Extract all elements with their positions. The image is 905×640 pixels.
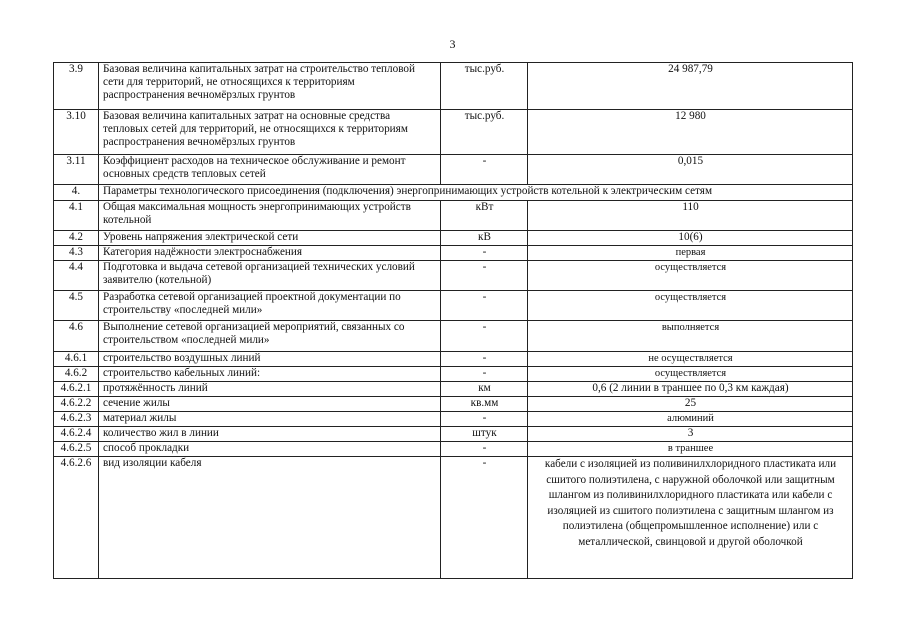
row-value: выполняется <box>528 321 853 352</box>
row-unit: штук <box>441 427 528 442</box>
row-value: 0,015 <box>528 155 853 185</box>
row-description: сечение жилы <box>99 397 441 412</box>
row-value: 12 980 <box>528 110 853 155</box>
row-value: 110 <box>528 201 853 231</box>
row-unit: - <box>441 321 528 352</box>
row-number: 4.2 <box>54 231 99 246</box>
row-unit: - <box>441 367 528 382</box>
table-row <box>54 457 853 579</box>
row-value: осуществляется <box>528 261 853 291</box>
row-number: 4.6.1 <box>54 352 99 367</box>
row-number: 3.10 <box>54 110 99 155</box>
row-description: Общая максимальная мощность энергопринимающих устройств котельной <box>99 201 441 231</box>
row-description: Категория надёжности электроснабжения <box>99 246 441 261</box>
row-unit: тыс.руб. <box>441 63 528 110</box>
table-row <box>54 367 853 382</box>
row-description: Базовая величина капитальных затрат на основные средства тепловых сетей для территорий, не относящихся к территориям распространения вечномёрзлых грунтов <box>99 110 441 155</box>
row-description: Базовая величина капитальных затрат на строительство тепловой сети для территорий, не относящихся к территориям распространения вечномёрзлых грунтов <box>99 63 441 110</box>
row-number: 4.6 <box>54 321 99 352</box>
row-unit: тыс.руб. <box>441 110 528 155</box>
row-description: протяжённость линий <box>99 382 441 397</box>
row-unit: - <box>441 442 528 457</box>
row-number: 4.6.2.1 <box>54 382 99 397</box>
row-value: 25 <box>528 397 853 412</box>
row-unit: км <box>441 382 528 397</box>
section-title: Параметры технологического присоединения (подключения) энергопринимающих устройств котельной к электрическим сетям <box>99 185 853 201</box>
table-row <box>54 291 853 321</box>
table-row <box>54 231 853 246</box>
row-description: Коэффициент расходов на техническое обслуживание и ремонт основных средств тепловых сетей <box>99 155 441 185</box>
table-row <box>54 321 853 352</box>
row-value: 10(6) <box>528 231 853 246</box>
row-unit: кв.мм <box>441 397 528 412</box>
row-value: в траншее <box>528 442 853 457</box>
row-unit: - <box>441 352 528 367</box>
row-unit: - <box>441 246 528 261</box>
row-number: 4.6.2.4 <box>54 427 99 442</box>
parameters-table <box>53 62 853 579</box>
row-number: 4.6.2 <box>54 367 99 382</box>
row-number: 4.6.2.3 <box>54 412 99 427</box>
row-value: осуществляется <box>528 367 853 382</box>
row-description: вид изоляции кабеля <box>99 457 441 579</box>
row-number: 4.6.2.5 <box>54 442 99 457</box>
row-value: первая <box>528 246 853 261</box>
row-number: 4.4 <box>54 261 99 291</box>
table-row <box>54 382 853 397</box>
table-row <box>54 63 853 110</box>
row-unit: - <box>441 412 528 427</box>
row-value: 3 <box>528 427 853 442</box>
table-row <box>54 110 853 155</box>
row-description: материал жилы <box>99 412 441 427</box>
table-row <box>54 246 853 261</box>
section-number: 4. <box>54 185 99 201</box>
row-value: осуществляется <box>528 291 853 321</box>
row-description: Выполнение сетевой организацией мероприятий, связанных со строительством «последней мили» <box>99 321 441 352</box>
row-unit: - <box>441 261 528 291</box>
row-description: строительство кабельных линий: <box>99 367 441 382</box>
row-unit: кВт <box>441 201 528 231</box>
table-row <box>54 261 853 291</box>
row-unit: - <box>441 155 528 185</box>
table-row <box>54 397 853 412</box>
row-number: 4.1 <box>54 201 99 231</box>
row-description: строительство воздушных линий <box>99 352 441 367</box>
row-description: Разработка сетевой организацией проектной документации по строительству «последней мили» <box>99 291 441 321</box>
row-description: Подготовка и выдача сетевой организацией технических условий заявителю (котельной) <box>99 261 441 291</box>
table-row <box>54 442 853 457</box>
row-unit: - <box>441 457 528 579</box>
row-number: 3.11 <box>54 155 99 185</box>
row-value: алюминий <box>528 412 853 427</box>
row-description: Уровень напряжения электрической сети <box>99 231 441 246</box>
table-row <box>54 155 853 185</box>
table-row <box>54 412 853 427</box>
row-value: 0,6 (2 линии в траншее по 0,3 км каждая) <box>528 382 853 397</box>
row-unit: - <box>441 291 528 321</box>
row-number: 4.6.2.2 <box>54 397 99 412</box>
row-value: кабели с изоляцией из поливинилхлоридного пластиката или сшитого полиэтилена, с наружной оболочкой или защитным шлангом из поливинилхлоридного пластиката или кабели с изоляцией из сшитого полиэтилена с защитным шлангом из полиэтилена (общепромышленное исполнение) или с металлической, свинцовой и другой оболочкой <box>528 457 853 579</box>
section-row <box>54 185 853 201</box>
row-description: количество жил в линии <box>99 427 441 442</box>
table-row <box>54 352 853 367</box>
row-number: 4.5 <box>54 291 99 321</box>
row-number: 4.3 <box>54 246 99 261</box>
row-unit: кВ <box>441 231 528 246</box>
row-value: не осуществляется <box>528 352 853 367</box>
row-value: 24 987,79 <box>528 63 853 110</box>
row-description: способ прокладки <box>99 442 441 457</box>
page-number: 3 <box>449 37 456 51</box>
row-number: 4.6.2.6 <box>54 457 99 579</box>
table-row <box>54 201 853 231</box>
row-number: 3.9 <box>54 63 99 110</box>
table-row <box>54 427 853 442</box>
